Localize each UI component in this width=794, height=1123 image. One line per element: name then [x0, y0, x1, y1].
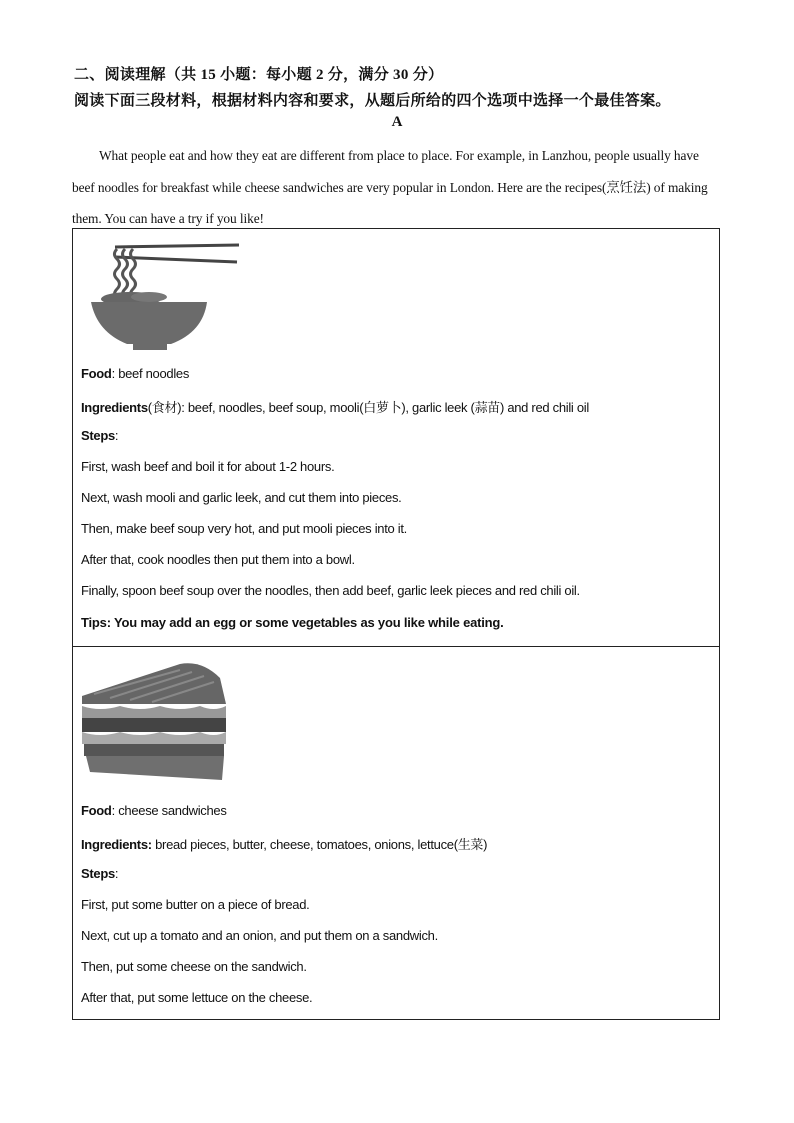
ingredients-label: Ingredients: [81, 400, 148, 415]
steps-heading: Steps:: [81, 428, 119, 443]
noodle-bowl-icon: [87, 240, 243, 352]
food-line: [81, 366, 189, 381]
step-item: Then, put some cheese on the sandwich.: [81, 959, 307, 974]
recipe-beef-noodles: [73, 229, 719, 647]
food-label: Food: [81, 803, 112, 818]
passage-label: A: [391, 114, 403, 130]
ingredients-value: (食材): beef, noodles, beef soup, mooli(白萝卜), garlic leek (蒜苗) and red chili oil: [147, 400, 589, 415]
step-item: Next, cut up a tomato and an onion, and put them on a sandwich.: [81, 928, 438, 943]
reading-instruction: 阅读下面三段材料，根据材料内容和要求，从题后所给的四个选项中选择一个最佳答案。: [74, 93, 671, 109]
step-item: After that, cook noodles then put them into a bowl.: [81, 552, 355, 567]
steps-heading: Steps:: [81, 866, 119, 881]
food-line: [81, 803, 227, 818]
step-item: Then, make beef soup very hot, and put mooli pieces into it.: [81, 521, 407, 536]
intro-paragraph: What people eat and how they eat are different from place to place. For example, in Lanzhou, people usually have beef noodles for breakfast while cheese sandwiches are very popular in London. Here are the recipes(烹饪法) of making them. You can have a try if you like!: [72, 148, 708, 226]
step-item: After that, put some lettuce on the cheese.: [81, 990, 313, 1005]
step-item: First, put some butter on a piece of bread.: [81, 897, 310, 912]
step-item: Next, wash mooli and garlic leek, and cut them into pieces.: [81, 490, 402, 505]
ingredients-line: [81, 397, 589, 416]
ingredients-label: Ingredients:: [81, 837, 152, 852]
sandwich-icon: [80, 658, 228, 782]
food-value: : beef noodles: [111, 366, 190, 381]
step-item: Finally, spoon beef soup over the noodles, then add beef, garlic leek pieces and red chili oil.: [81, 583, 580, 598]
food-value: : cheese sandwiches: [111, 803, 227, 818]
step-item: First, wash beef and boil it for about 1-2 hours.: [81, 459, 335, 474]
ingredients-line: [81, 834, 487, 853]
recipe-table: [72, 228, 720, 1020]
section-header: 二、阅读理解（共 15 小题：每小题 2 分，满分 30 分）: [74, 67, 444, 83]
tips-note: Tips: You may add an egg or some vegetables as you like while eating.: [81, 615, 504, 630]
ingredients-value: bread pieces, butter, cheese, tomatoes, onions, lettuce(生菜): [151, 837, 488, 852]
food-label: Food: [81, 366, 112, 381]
steps-label: Steps: [81, 428, 115, 443]
recipe-cheese-sandwiches: [73, 647, 719, 1019]
steps-label: Steps: [81, 866, 115, 881]
